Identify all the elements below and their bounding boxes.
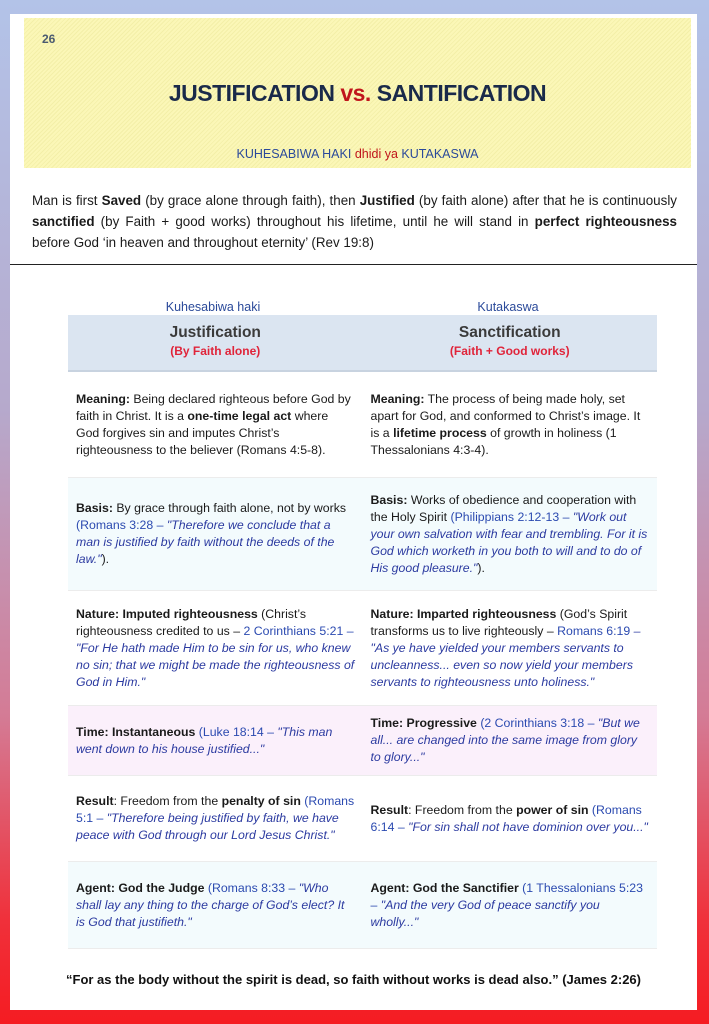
scripture-quote: "For He hath made Him to be sin for us, who knew no sin; that we might be made the righteousness of God in Him." [76,640,355,689]
scripture-quote: "Therefore we conclude that a man is justified by faith without the deeds of the law." [76,518,335,566]
title-left: JUSTIFICATION [168,80,335,106]
page-title [24,80,691,107]
cell-label: Result [370,802,409,817]
scripture-quote: "This man went down to his house justified..." [76,724,333,756]
cell-label: Time: Progressive [370,716,477,730]
cell-label: Nature: Imparted righteousness [370,606,557,621]
column-title: Justification [169,324,261,341]
table-row-nature [68,591,657,706]
subtitle-mid2: ya [384,147,398,161]
scripture-ref: (Luke 18:14 – [195,724,278,739]
table-row-meaning [68,372,657,478]
intro-text: before God ‘in heaven and throughout eternity’ (Rev 19:8) [32,235,374,250]
scripture-quote: "Work out your own salvation with fear and trembling. For it is God which worketh in you both to will and to do of His good pleasure." [370,509,648,575]
cell-label: Meaning: [76,391,130,406]
page-number: 26 [42,32,56,46]
table-row-basis [68,478,657,591]
intro-text: (by grace alone through faith), then [141,193,360,208]
cell-sanctification [363,391,658,459]
divider [10,264,697,265]
scripture-ref: (Romans 8:33 – [204,880,299,895]
cell-sanctification [363,802,658,836]
scripture-ref: (Romans 6:14 – [370,802,642,834]
subtitle-mid1: dhidi [354,147,382,161]
cell-bold: penalty of sin [221,794,301,808]
cell-text: Works of obedience and cooperation with the Holy Spirit [370,492,637,524]
cell-text: : Freedom from the [408,802,517,817]
intro-text: Man is first [32,193,102,208]
cell-label: Meaning: [370,391,425,406]
cell-label: Time: Instantaneous [76,724,196,739]
intro-text: (by Faith + good works) throughout his lifetime, until he will stand in [94,214,535,229]
scripture-ref: (Romans 5:1 – [76,794,355,825]
scripture-quote: "Therefore being justified by faith, we have peace with God through our Lord Jesus Christ." [76,811,339,842]
table-header [68,315,657,372]
intro-bold: Justified [359,193,415,208]
cell-justification [68,606,363,691]
scripture-quote: "For sin shall not have dominion over you..." [408,819,648,834]
cell-text: ). [101,552,110,566]
cell-label: Basis: [370,492,408,507]
cell-label: Nature: Imputed righteousness [76,606,258,621]
cell-text: (God’s Spirit transforms us to live righteously – [370,606,628,638]
title-banner [24,18,691,168]
cell-text: The process of being made holy, set apart for God, and conformed to Christ’s image. It is a [370,391,641,440]
scripture-quote: "But we all... are changed into the same image from glory to glory..." [370,716,640,764]
scripture-ref: (Romans 3:28 – [76,518,167,532]
cell-sanctification [363,880,658,931]
page [10,14,697,1010]
cell-text: ). [477,560,485,575]
header-justification [68,315,363,370]
cell-text: where God forgives sin and imputes Christ’s righteousness to the believer (Romans 4:5-8). [76,408,329,457]
title-vs: vs. [340,80,371,106]
scripture-ref: Romans 6:19 [557,623,631,638]
cell-label: Basis: [76,501,113,515]
cell-justification [68,500,363,568]
table-row-result [68,776,657,862]
scripture-ref: (Philippians 2:12-13 – [450,509,573,524]
subtitle-left: KUHESABIWA HAKI [236,147,352,161]
comparison-table [68,315,657,949]
cell-text: of growth in holiness (1 Thessalonians 4:3-4). [370,425,617,457]
intro-paragraph [32,190,677,253]
cell-text: (Christ’s righteousness credited to us – [76,606,307,638]
cell-justification [68,880,363,931]
scripture-ref: (1 Thessalonians 5:23 – [370,880,643,912]
scripture-quote: "And the very God of peace sanctify you wholly..." [370,897,600,929]
intro-bold: perfect righteousness [534,214,677,229]
column-tag: (By Faith alone) [170,344,261,358]
header-sanctification [363,315,658,370]
intro-bold: sanctified [32,214,95,229]
scripture-quote: "Who shall lay any thing to the charge of God’s elect? It is God that justifieth." [76,880,345,929]
cell-sanctification [363,606,658,691]
cell-text: Being declared righteous before God by faith in Christ. It is a [76,391,351,423]
cell-justification [68,793,363,844]
cell-sanctification [363,715,658,766]
title-right: SANTIFICATION [376,80,547,106]
intro-bold: Saved [101,193,142,208]
cell-text: By grace through faith alone, not by works [112,501,347,515]
column-title: Sanctification [458,324,561,341]
column-swahili-left: Kuhesabiwa haki [165,300,261,314]
scripture-ref: 2 Corinthians 5:21 – [243,623,354,638]
intro-text: (by faith alone) after that he is continuously [414,193,677,208]
scripture-ref: (2 Corinthians 3:18 – [476,716,598,730]
cell-label: Result [76,794,114,808]
cell-bold: lifetime process [393,425,487,440]
footer-quote: “For as the body without the spirit is dead, so faith without works is dead also.” (James 2:26) [66,972,641,987]
cell-justification [68,724,363,758]
cell-sanctification [363,492,658,577]
table-row-time [68,706,657,776]
cell-text: : Freedom from the [113,794,222,808]
cell-bold: power of sin [516,802,589,817]
cell-label: Agent: God the Judge [76,880,205,895]
cell-bold: one-time legal act [187,408,292,423]
scripture-quote: – "As ye have yielded your members servants to uncleanness... even so now yield your members servants to righteousness unto holiness." [370,623,641,689]
page-subtitle [24,147,691,161]
column-tag: (Faith + Good works) [449,344,570,358]
table-row-agent [68,862,657,949]
cell-label: Agent: God the Sanctifier [370,880,519,895]
cell-justification [68,391,363,459]
subtitle-right: KUTAKASWA [401,147,479,161]
column-swahili-right: Kutakaswa [477,300,539,314]
